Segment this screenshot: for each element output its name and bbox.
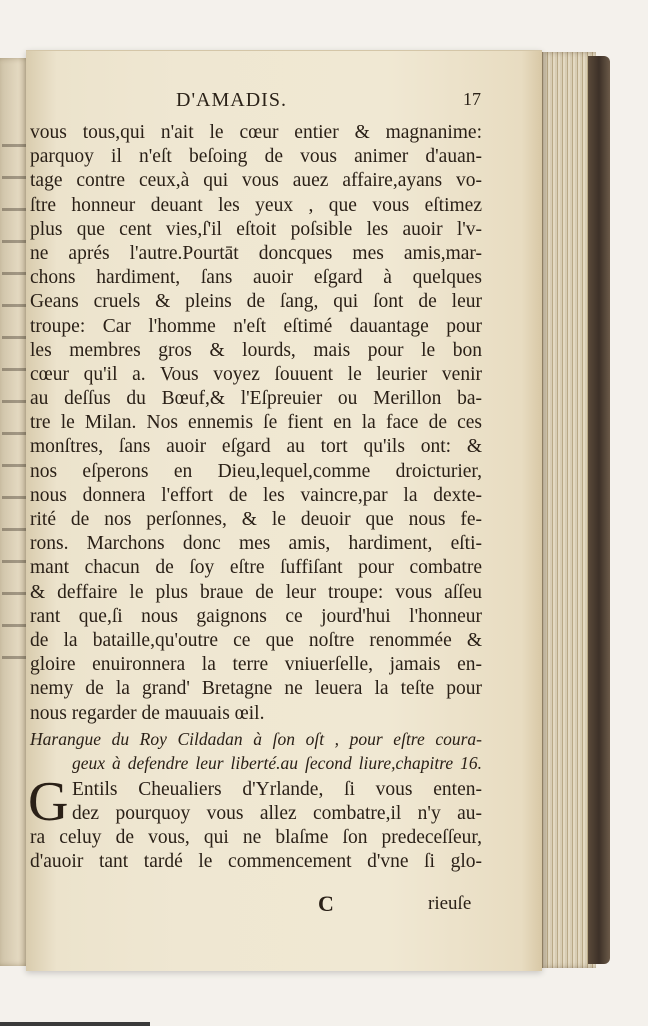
paragraph-1 (30, 121, 482, 726)
facing-page-text-edge (2, 128, 26, 688)
signature-mark: C (318, 891, 334, 916)
text-line: Entils Cheualiers d'Yrlande, ſi vous enten- (72, 778, 482, 800)
text-line: gloire enuironnera la terre vniuerſelle, jamais en- (30, 654, 482, 676)
text-line: troupe: Car l'homme n'eſt eſtimé dauantage pour (30, 315, 482, 337)
text-line: ne aprés l'autre.Pourtāt doncques mes amis,mar- (30, 242, 482, 264)
text-line: cœur qu'il a. Vous voyez ſouuent le leurier venir (30, 363, 482, 385)
section-heading-line-2: geux à defendre leur liberté.au ſecond liure,chapitre 16. (72, 752, 482, 773)
text-line: les membres gros & lourds, mais pour le bon (30, 339, 482, 361)
running-head-title: D'AMADIS. (176, 89, 287, 111)
text-line: nos eſperons en Dieu,lequel,comme droicturier, (30, 460, 482, 482)
text-line: nemy de la grand' Bretagne ne leuera la teſte pour (30, 678, 482, 700)
text-line: tre le Milan. Nos ennemis ſe fient en la face de ces (30, 412, 482, 434)
text-line: monſtres, ſans auoir eſgard au tort qu'ils ont: & (30, 436, 482, 458)
text-block (30, 121, 482, 874)
text-line: chons hardiment, ſans auoir eſgard à quelques (30, 267, 482, 289)
paragraph-2 (28, 770, 482, 875)
catchword: rieuſe (428, 893, 472, 914)
drop-cap: G (28, 770, 69, 833)
text-line: ſtre honneur deuant les yeux , que vous eſtimez (30, 194, 482, 216)
bottom-strip (0, 1022, 150, 1026)
text-line: dez pourquoy vous allez combatre,il n'y au- (72, 802, 482, 824)
text-line: Geans cruels & pleins de ſang, qui ſont de leur (30, 291, 482, 313)
text-line: au deſſus du Bœuf,& l'Eſpreuier ou Merillon ba- (30, 388, 482, 410)
text-line: vous tous,qui n'ait le cœur entier & magnanime: (30, 122, 482, 143)
text-line: mant chacun de ſoy eſtre ſuffiſant pour combatre (30, 557, 482, 579)
text-line: parquoy il n'eſt beſoing de vous animer d'auan- (30, 146, 482, 168)
text-line: d'auoir tant tardé le commencement d'vne ſi glo- (30, 851, 482, 873)
text-line: & deffaire le plus braue de leur troupe: vous aſſeu (30, 581, 482, 603)
section-heading-line-1: Harangue du Roy Cildadan à ſon oſt , pour eſtre coura- (30, 728, 482, 749)
text-line: rant que,ſi nous gaignons ce jourd'hui l'honneur (30, 605, 482, 627)
text-line: de la bataille,qu'outre ce que noſtre renommée & (30, 629, 482, 651)
text-line: nous regarder de mauuais œil. (30, 702, 265, 724)
book-page (26, 50, 542, 971)
text-line: nous donnera l'effort de les vaincre,par la dexte- (30, 484, 482, 506)
text-line: rons. Marchons donc mes amis, hardiment, eſti- (30, 533, 482, 555)
book-cover (588, 56, 610, 964)
running-head (26, 87, 542, 113)
text-line: rité de nos perſonnes, & le deuoir que nous fe- (30, 509, 482, 530)
text-line: tage contre ceux,à qui vous auez affaire,ayans vo- (30, 170, 482, 192)
text-line: ra celuy de vous, qui ne blaſme ſon predeceſſeur, (30, 827, 482, 849)
text-line: plus que cent vies,ſ'il eſtoit poſsible les auoir l'v- (30, 218, 482, 240)
page-number: 17 (463, 89, 481, 109)
